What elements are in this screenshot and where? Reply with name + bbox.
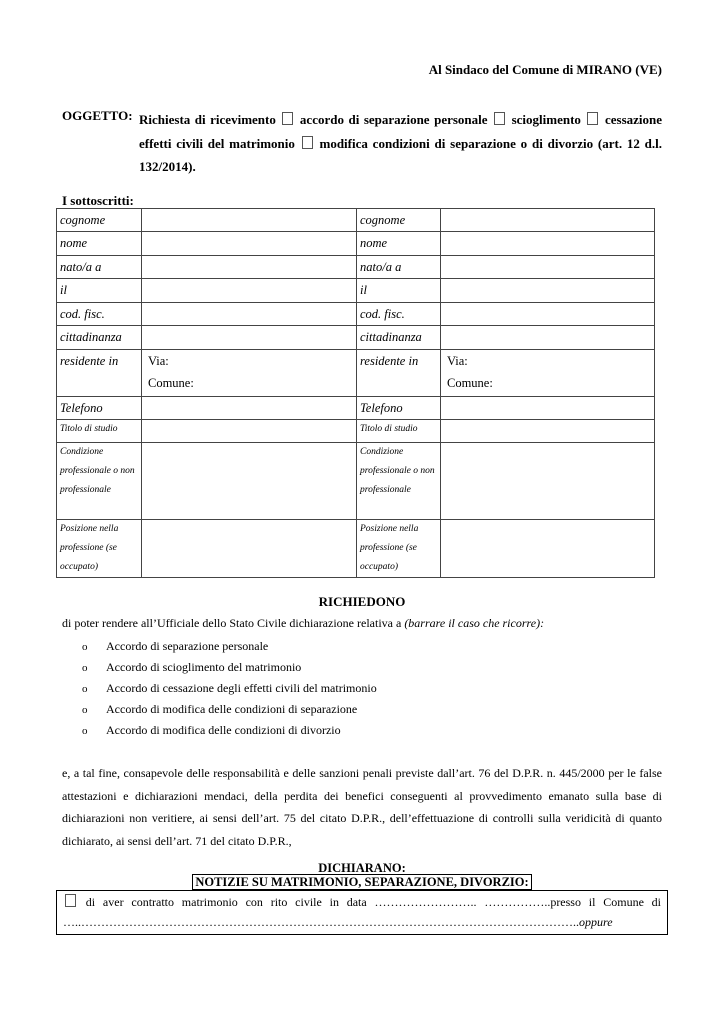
table-row xyxy=(57,397,655,420)
field-tax-code-2[interactable] xyxy=(441,303,655,326)
table-row xyxy=(57,232,655,256)
subject-option-4: modifica condizioni di separazione o di divorzio (art. 12 d.l. 132/2014). xyxy=(139,135,663,174)
radio-bullet-icon[interactable]: o xyxy=(82,661,88,674)
label-job-position-2: Posizione nella professione (se occupato) xyxy=(357,520,441,578)
field-residence-1[interactable] xyxy=(142,350,357,397)
town-label-1: Comune: xyxy=(148,376,194,390)
street-label-2: Via: xyxy=(447,354,468,368)
field-name-2[interactable] xyxy=(441,232,655,256)
field-phone-1[interactable] xyxy=(142,397,357,420)
declaration-line-1 xyxy=(63,892,661,912)
label-tax-code-1: cod. fisc. xyxy=(57,303,142,326)
table-row xyxy=(57,420,655,443)
date-field[interactable]: …………………….. xyxy=(374,895,477,909)
liability-paragraph: e, a tal fine, consapevole delle responsabilità e delle sanzioni penali previste dall’art. 76 del D.P.R. n. 445/2000 per le false attestazioni e dichiarazioni mendaci, della perdita dei benefici conseguenti al provvedimento emanato sulla base di dichiarazioni non veritiere, ai sensi dell’art. 75 del citato D.P.R., dell’effettuazione di controlli sulla veridicità di quanto dichiarato, ai sensi dell’art. 71 del citato D.P.R., xyxy=(62,766,662,848)
subject-option-2: scioglimento xyxy=(511,112,581,127)
field-name-1[interactable] xyxy=(142,232,357,256)
table-row xyxy=(57,256,655,279)
option-item[interactable] xyxy=(82,657,377,678)
field-job-position-1[interactable] xyxy=(142,520,357,578)
field-job-position-2[interactable] xyxy=(441,520,655,578)
subject-text xyxy=(139,108,662,179)
option-item[interactable] xyxy=(82,720,377,741)
request-intro-text: di poter rendere all’Ufficiale dello Stato Civile dichiarazione relativa a xyxy=(62,616,405,630)
option-label: Accordo di separazione personale xyxy=(106,639,269,653)
label-tax-code-2: cod. fisc. xyxy=(357,303,441,326)
declaration-section-label: NOTIZIE SU MATRIMONIO, SEPARAZIONE, DIVORZIO: xyxy=(192,874,531,890)
checkbox-icon[interactable] xyxy=(282,112,293,125)
signatories-title: I sottoscritti: xyxy=(62,193,134,208)
label-on-2: il xyxy=(357,279,441,303)
option-label: Accordo di scioglimento del matrimonio xyxy=(106,660,302,674)
declaration-title: DICHIARANO: xyxy=(318,861,406,875)
field-born-in-1[interactable] xyxy=(142,256,357,279)
subject-part1: Richiesta di ricevimento xyxy=(139,112,276,127)
request-intro-note: (barrare il caso che ricorre): xyxy=(404,616,545,630)
field-citizenship-1[interactable] xyxy=(142,326,357,350)
option-item[interactable] xyxy=(82,699,377,720)
option-label: Accordo di cessazione degli effetti civili del matrimonio xyxy=(106,681,377,695)
label-name-2: nome xyxy=(357,232,441,256)
field-education-2[interactable] xyxy=(441,420,655,443)
subject-option-3: cessazione effetti civili del matrimonio xyxy=(139,112,663,151)
label-resident-1: residente in xyxy=(57,350,142,397)
label-surname-1: cognome xyxy=(57,209,142,232)
field-on-2[interactable] xyxy=(441,279,655,303)
field-residence-2[interactable] xyxy=(441,350,655,397)
field-phone-2[interactable] xyxy=(441,397,655,420)
table-row xyxy=(57,350,655,397)
field-professional-condition-2[interactable] xyxy=(441,443,655,520)
checkbox-icon[interactable] xyxy=(494,112,505,125)
subject-label: OGGETTO: xyxy=(62,108,133,123)
request-title: RICHIEDONO xyxy=(318,594,406,609)
field-professional-condition-1[interactable] xyxy=(142,443,357,520)
label-professional-condition-1: Condizione professionale o non professionale xyxy=(57,443,142,520)
declaration-line-2 xyxy=(63,912,661,932)
declaration-text: di aver contratto matrimonio con rito civile in data xyxy=(85,895,367,909)
option-label: Accordo di modifica delle condizioni di separazione xyxy=(106,702,358,716)
option-item[interactable] xyxy=(82,636,377,657)
table-row xyxy=(57,326,655,350)
label-professional-condition-2: Condizione professionale o non professionale xyxy=(357,443,441,520)
label-resident-2: residente in xyxy=(357,350,441,397)
radio-bullet-icon[interactable]: o xyxy=(82,703,88,716)
town-field[interactable]: ……………..presso il Comune di xyxy=(484,895,662,909)
label-phone-1: Telefono xyxy=(57,397,142,420)
radio-bullet-icon[interactable]: o xyxy=(82,682,88,695)
radio-bullet-icon[interactable]: o xyxy=(82,724,88,737)
signatories-table xyxy=(56,208,655,578)
town-name-field[interactable]: …..…………………………………………………………………………………………………………….. xyxy=(63,915,579,929)
request-options-list xyxy=(82,636,377,741)
table-row xyxy=(57,443,655,520)
label-citizenship-2: cittadinanza xyxy=(357,326,441,350)
field-surname-2[interactable] xyxy=(441,209,655,232)
label-education-2: Titolo di studio xyxy=(357,420,441,443)
declaration-box xyxy=(56,890,668,935)
field-surname-1[interactable] xyxy=(142,209,357,232)
checkbox-icon[interactable] xyxy=(302,136,313,149)
subject-option-1: accordo di separazione personale xyxy=(299,112,488,127)
label-phone-2: Telefono xyxy=(357,397,441,420)
oppure-label: oppure xyxy=(579,915,613,929)
label-on-1: il xyxy=(57,279,142,303)
street-label-1: Via: xyxy=(148,354,169,368)
option-item[interactable] xyxy=(82,678,377,699)
field-born-in-2[interactable] xyxy=(441,256,655,279)
label-citizenship-1: cittadinanza xyxy=(57,326,142,350)
table-row xyxy=(57,209,655,232)
label-name-1: nome xyxy=(57,232,142,256)
label-surname-2: cognome xyxy=(357,209,441,232)
addressee: Al Sindaco del Comune di MIRANO (VE) xyxy=(428,62,662,77)
label-born-in-2: nato/a a xyxy=(357,256,441,279)
declaration-section-title xyxy=(0,875,724,889)
checkbox-icon[interactable] xyxy=(587,112,598,125)
label-job-position-1: Posizione nella professione (se occupato) xyxy=(57,520,142,578)
field-tax-code-1[interactable] xyxy=(142,303,357,326)
label-born-in-1: nato/a a xyxy=(57,256,142,279)
field-on-1[interactable] xyxy=(142,279,357,303)
label-education-1: Titolo di studio xyxy=(57,420,142,443)
checkbox-icon[interactable] xyxy=(65,894,76,907)
town-label-2: Comune: xyxy=(447,376,493,390)
option-label: Accordo di modifica delle condizioni di divorzio xyxy=(106,723,341,737)
table-row xyxy=(57,303,655,326)
field-citizenship-2[interactable] xyxy=(441,326,655,350)
radio-bullet-icon[interactable]: o xyxy=(82,640,88,653)
request-intro xyxy=(62,616,544,631)
table-row xyxy=(57,279,655,303)
table-row xyxy=(57,520,655,578)
field-education-1[interactable] xyxy=(142,420,357,443)
